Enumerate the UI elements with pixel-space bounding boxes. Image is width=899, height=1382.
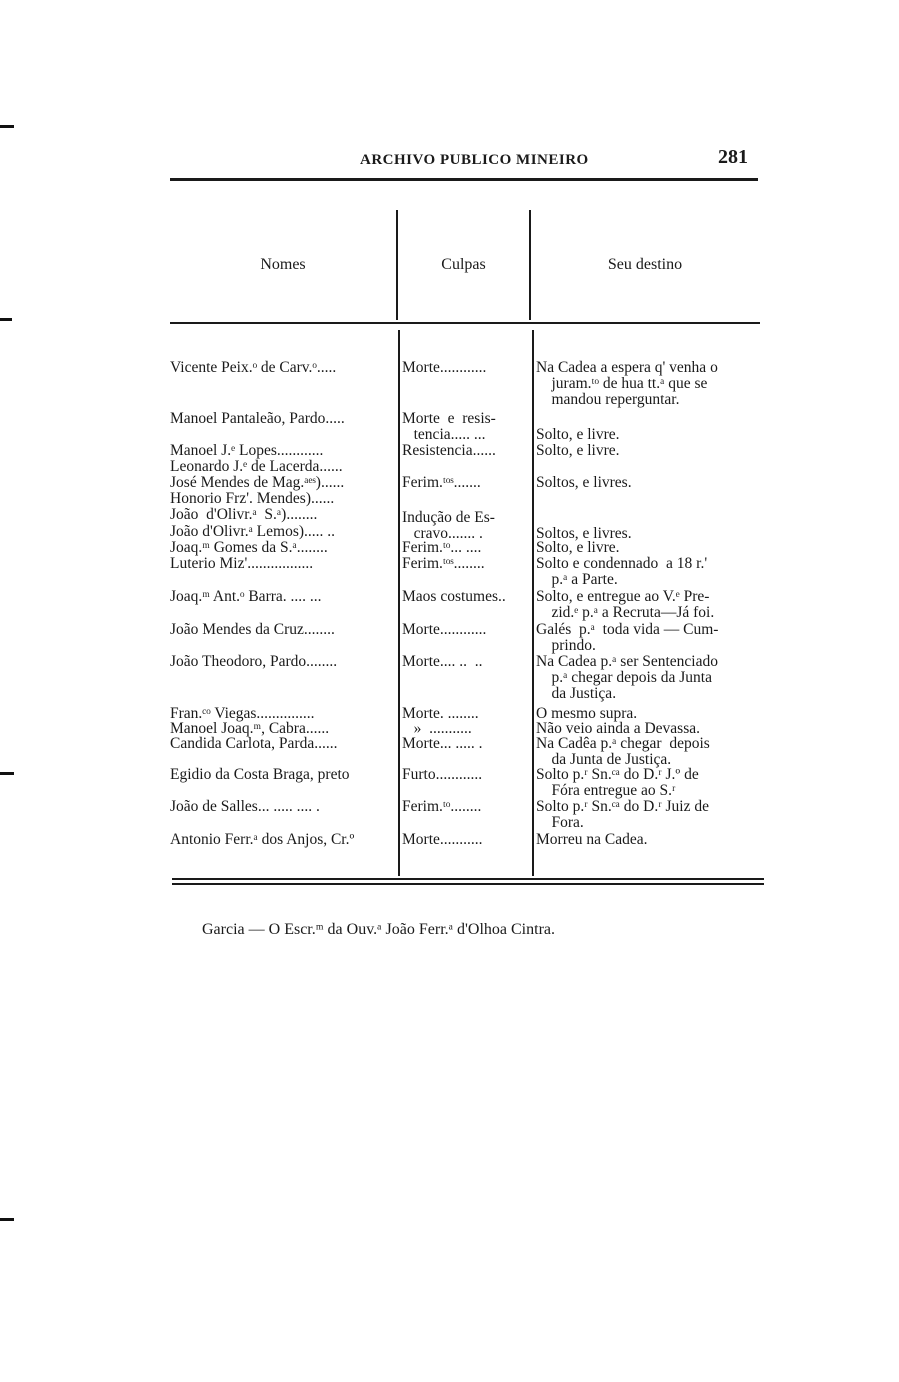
cell-name: [170, 360, 398, 376]
cell-culpa: [402, 459, 530, 491]
column-divider: [532, 330, 534, 876]
cell-line: Solto p.ʳ Sn.ᶜᵃ do D.ʳ Juiz de: [536, 798, 709, 815]
cell-culpa: [402, 799, 530, 815]
cell-line: [402, 459, 530, 475]
running-header: ARCHIVO PUBLICO MINEIRO: [360, 152, 589, 168]
table-bottom-rule: [172, 883, 764, 885]
cell-line: Morte............: [402, 621, 487, 638]
cell-line: Manoel Pantaleão, Pardo.....: [170, 410, 345, 427]
cell-destino: [536, 556, 768, 588]
cell-culpa: [402, 622, 530, 638]
cell-line: Ferim.ᵗᵒˢ........: [402, 555, 485, 572]
cell-line: zid.ᵉ p.ᵃ a Recruta—Já foi.: [536, 604, 715, 621]
cell-line: Morte e resis-: [402, 410, 496, 427]
cell-line: Ferim.ᵗᵒˢ.......: [402, 474, 481, 491]
cell-line: p.ᵃ chegar depois da Junta: [536, 669, 712, 686]
cell-line: Joaq.ᵐ Ant.ᵒ Barra. .... ...: [170, 588, 322, 605]
cell-line: [536, 459, 768, 475]
cell-name: [170, 736, 398, 752]
cell-line: João d'Olivr.ᵃ S.ᵃ)........: [170, 506, 318, 523]
cell-line: João de Salles... ..... .... .: [170, 798, 320, 815]
cell-line: Não veio ainda a Devassa.: [536, 720, 700, 737]
cell-line: Fóra entregue ao S.ʳ: [536, 782, 676, 799]
cell-culpa: [402, 360, 530, 376]
cell-line: prindo.: [536, 637, 596, 654]
cell-line: Na Cadea p.ᵃ ser Sentenciado: [536, 653, 718, 670]
column-divider: [398, 330, 400, 876]
cell-line: José Mendes de Mag.ᵃᵉˢ)......: [170, 474, 345, 491]
cell-line: Fora.: [536, 814, 584, 831]
cell-line: Morte. ........: [402, 705, 479, 722]
cell-destino: [536, 443, 768, 459]
header-rule: [170, 178, 758, 181]
cell-line: Morte............: [402, 359, 487, 376]
cell-line: Na Cadea a espera q' venha o: [536, 359, 718, 376]
cell-line: O mesmo supra.: [536, 705, 638, 722]
cell-destino: [536, 654, 768, 702]
cell-destino: [536, 360, 768, 408]
cell-name: [170, 524, 398, 540]
page-number: 281: [718, 146, 748, 168]
cell-name: [170, 799, 398, 815]
cell-line: mandou reperguntar.: [536, 391, 680, 408]
cell-destino: [536, 540, 768, 556]
cell-destino: [536, 459, 768, 491]
cell-line: Joaq.ᵐ Gomes da S.ᵃ........: [170, 539, 328, 556]
cell-line: Solto, e livre.: [536, 426, 620, 443]
cell-line: Indução de Es-: [402, 509, 495, 526]
cell-line: » ...........: [402, 720, 472, 737]
cell-culpa: [402, 443, 530, 459]
cell-line: Leonardo J.ᵉ de Lacerda......: [170, 458, 343, 475]
cell-line: cravo....... .: [402, 525, 483, 542]
cell-name: [170, 589, 398, 605]
cell-line: Manoel Joaq.ᵐ, Cabra......: [170, 720, 330, 737]
cell-line: Solto, e entregue ao V.ᵉ Pre-: [536, 588, 710, 605]
cell-culpa: [402, 411, 530, 443]
cell-culpa: [402, 540, 530, 556]
cell-line: Fran.ᶜᵒ Viegas...............: [170, 705, 315, 722]
cell-name: [170, 443, 398, 459]
cell-line: Galés p.ᵃ toda vida — Cum-: [536, 621, 719, 638]
cell-line: Solto, e livre.: [536, 442, 620, 459]
cell-culpa: [402, 767, 530, 783]
scan-mark: [0, 1218, 14, 1221]
cell-line: Morte.... .. ..: [402, 653, 483, 670]
signature-line: Garcia — O Escr.ᵐ da Ouv.ᵃ João Ferr.ᵃ d'Olhoa Cintra.: [202, 921, 555, 938]
column-header-destino: Seu destino: [607, 256, 683, 273]
cell-name: [170, 459, 398, 523]
cell-culpa: [402, 832, 530, 848]
table-bottom-rule: [172, 878, 764, 880]
cell-destino: [536, 767, 768, 799]
cell-destino: [536, 510, 768, 542]
cell-culpa: [402, 556, 530, 572]
scan-mark: [0, 125, 14, 128]
cell-name: [170, 767, 398, 783]
cell-line: Morreu na Cadea.: [536, 831, 648, 848]
cell-line: tencia..... ...: [402, 426, 486, 443]
cell-line: Soltos, e livres.: [536, 525, 632, 542]
cell-destino: [536, 589, 768, 621]
cell-name: [170, 654, 398, 670]
cell-name: [170, 540, 398, 556]
cell-line: Morte... ..... .: [402, 735, 483, 752]
cell-line: da Justiça.: [536, 685, 617, 702]
cell-line: juram.ᵗᵒ de hua tt.ᵃ que se: [536, 375, 708, 392]
cell-culpa: [402, 654, 530, 670]
table-header-rule: [170, 322, 760, 324]
cell-culpa: [402, 510, 530, 542]
cell-line: [536, 411, 768, 427]
cell-line: João Theodoro, Pardo........: [170, 653, 338, 670]
cell-line: Soltos, e livres.: [536, 474, 632, 491]
cell-name: [170, 556, 398, 572]
cell-line: Morte...........: [402, 831, 483, 848]
cell-line: Luterio Miz'.................: [170, 555, 314, 572]
cell-line: Furto............: [402, 766, 483, 783]
cell-line: Manoel J.ᵉ Lopes............: [170, 442, 324, 459]
cell-destino: [536, 411, 768, 443]
cell-line: Candida Carlota, Parda......: [170, 735, 338, 752]
cell-line: p.ᵃ a Parte.: [536, 571, 618, 588]
cell-line: Na Cadêa p.ᵃ chegar depois: [536, 735, 710, 752]
cell-line: João d'Olivr.ᵃ Lemos)..... ..: [170, 523, 336, 540]
cell-line: Honorio Frz'. Mendes)......: [170, 490, 335, 507]
cell-line: Antonio Ferr.ᵃ dos Anjos, Cr.º: [170, 831, 355, 848]
cell-line: João Mendes da Cruz........: [170, 621, 335, 638]
cell-destino: [536, 832, 768, 848]
cell-name: [170, 622, 398, 638]
scan-mark: [0, 318, 12, 321]
cell-line: Solto e condennado a 18 r.': [536, 555, 708, 572]
cell-destino: [536, 622, 768, 654]
cell-line: Vicente Peix.ᵒ de Carv.ᵒ.....: [170, 359, 337, 376]
scan-mark: [0, 772, 14, 775]
cell-destino: [536, 736, 768, 768]
cell-line: Solto p.ʳ Sn.ᶜᵃ do D.ʳ J.º de: [536, 766, 699, 783]
cell-destino: [536, 799, 768, 831]
cell-line: Ferim.ᵗᵒ... ....: [402, 539, 482, 556]
cell-name: [170, 832, 398, 848]
column-header-nomes: Nomes: [260, 256, 306, 273]
cell-line: Egidio da Costa Braga, preto: [170, 766, 350, 783]
column-header-culpas: Culpas: [441, 256, 486, 273]
cell-culpa: [402, 589, 530, 605]
cell-line: Resistencia......: [402, 442, 496, 459]
cell-line: da Junta de Justiça.: [536, 751, 672, 768]
cell-line: Solto, e livre.: [536, 539, 620, 556]
cell-name: [170, 411, 398, 427]
cell-line: Ferim.ᵗᵒ........: [402, 798, 482, 815]
cell-culpa: [402, 736, 530, 752]
cell-line: [536, 510, 768, 526]
cell-line: Maos costumes..: [402, 588, 506, 605]
